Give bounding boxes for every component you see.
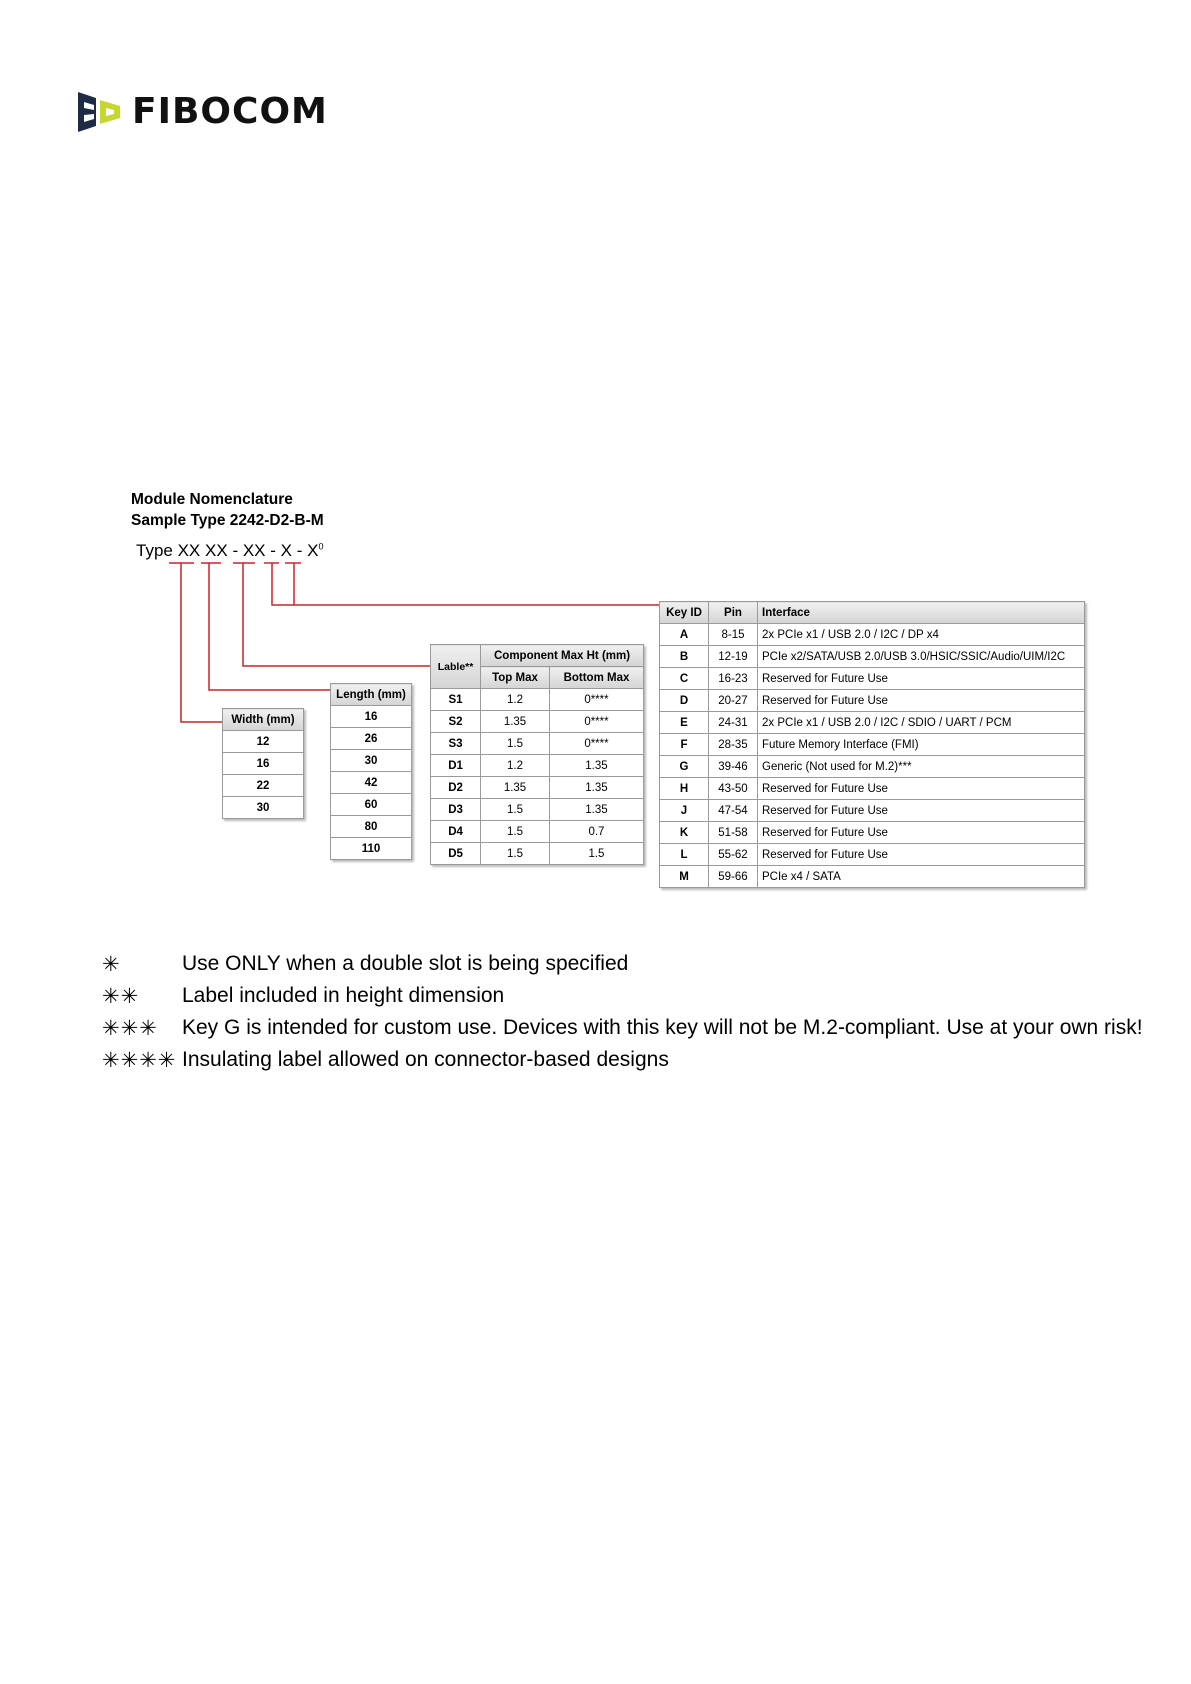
length-value: 30 — [331, 750, 412, 772]
length-header: Length (mm) — [331, 684, 412, 706]
type-separator: - — [270, 541, 276, 560]
key-id: E — [660, 712, 709, 734]
top-max-value: 1.5 — [481, 843, 550, 865]
table-row — [431, 733, 644, 755]
table-row — [431, 689, 644, 711]
key-id: K — [660, 822, 709, 844]
interface-desc: 2x PCIe x1 / USB 2.0 / I2C / SDIO / UART / PCM — [758, 712, 1085, 734]
width-value: 22 — [223, 775, 304, 797]
top-max-value: 1.35 — [481, 777, 550, 799]
length-value: 110 — [331, 838, 412, 860]
key-id: H — [660, 778, 709, 800]
table-row — [660, 624, 1085, 646]
footnote-marker: ✳ — [102, 952, 121, 976]
type-part-label: XX — [242, 541, 266, 560]
label-code: D1 — [431, 755, 481, 777]
label-code: D3 — [431, 799, 481, 821]
key-id-header: Key ID — [660, 602, 709, 624]
table-row — [660, 800, 1085, 822]
figure-heading: Module Nomenclature — [131, 491, 293, 508]
pin-range: 47-54 — [709, 800, 758, 822]
bottom-max-value: 0**** — [549, 733, 643, 755]
table-row — [660, 822, 1085, 844]
interface-desc: Generic (Not used for M.2)*** — [758, 756, 1085, 778]
footnote-text: Use ONLY when a double slot is being specified — [182, 952, 629, 975]
pin-range: 39-46 — [709, 756, 758, 778]
top-max-value: 1.2 — [481, 689, 550, 711]
key-id: A — [660, 624, 709, 646]
label-code: S2 — [431, 711, 481, 733]
key-id: D — [660, 690, 709, 712]
footnote-marker: ✳✳ — [102, 984, 140, 1008]
type-part-key2: $X^0$ — [307, 541, 324, 560]
type-prefix: Type — [136, 541, 173, 560]
length-table — [330, 683, 412, 860]
top-max-header: Top Max — [481, 667, 550, 689]
component-height-table — [430, 644, 644, 865]
table-row — [431, 799, 644, 821]
length-value: 60 — [331, 794, 412, 816]
length-value: 80 — [331, 816, 412, 838]
interface-desc: Reserved for Future Use — [758, 822, 1085, 844]
table-row — [660, 756, 1085, 778]
footnote — [102, 948, 1143, 980]
length-value: 26 — [331, 728, 412, 750]
top-max-value: 1.2 — [481, 755, 550, 777]
bottom-max-value: 1.35 — [549, 777, 643, 799]
table-row — [431, 755, 644, 777]
label-header: Lable** — [431, 645, 481, 689]
top-max-value: 1.5 — [481, 799, 550, 821]
table-row — [660, 866, 1085, 888]
interface-desc: Reserved for Future Use — [758, 690, 1085, 712]
interface-desc: Reserved for Future Use — [758, 778, 1085, 800]
footnote-text: Label included in height dimension — [182, 984, 505, 1007]
interface-desc: Reserved for Future Use — [758, 844, 1085, 866]
interface-desc: PCIe x4 / SATA — [758, 866, 1085, 888]
key-id: M — [660, 866, 709, 888]
footnote-text: Insulating label allowed on connector-based designs — [182, 1048, 669, 1071]
footnote — [102, 1044, 1143, 1076]
bottom-max-value: 1.35 — [549, 799, 643, 821]
table-row — [431, 821, 644, 843]
width-value: 12 — [223, 731, 304, 753]
pin-header: Pin — [709, 602, 758, 624]
pin-range: 16-23 — [709, 668, 758, 690]
type-part-width: XX — [177, 541, 201, 560]
figure-subheading: Sample Type 2242-D2-B-M — [131, 512, 324, 529]
footnote — [102, 980, 1143, 1012]
footnote — [102, 1012, 1143, 1044]
bottom-max-value: 0**** — [549, 689, 643, 711]
table-row — [660, 734, 1085, 756]
type-separator: - — [296, 541, 303, 560]
interface-desc: Reserved for Future Use — [758, 800, 1085, 822]
pin-range: 24-31 — [709, 712, 758, 734]
footnotes — [102, 948, 1143, 1076]
table-row — [660, 712, 1085, 734]
table-row — [431, 777, 644, 799]
top-max-value: 1.5 — [481, 733, 550, 755]
pin-range: 59-66 — [709, 866, 758, 888]
label-code: D4 — [431, 821, 481, 843]
length-value: 42 — [331, 772, 412, 794]
table-row — [660, 646, 1085, 668]
key-id: G — [660, 756, 709, 778]
component-height-header: Component Max Ht (mm) — [481, 645, 644, 667]
pin-range: 8-15 — [709, 624, 758, 646]
type-superscript: 0 — [318, 541, 324, 552]
width-value: 30 — [223, 797, 304, 819]
type-separator: - — [232, 541, 239, 560]
table-row — [431, 843, 644, 865]
top-max-value: 1.5 — [481, 821, 550, 843]
bottom-max-value: 0**** — [549, 711, 643, 733]
pin-range: 28-35 — [709, 734, 758, 756]
bottom-max-value: 0.7 — [549, 821, 643, 843]
width-header: Width (mm) — [223, 709, 304, 731]
interface-header: Interface — [758, 602, 1085, 624]
type-part-key1: X — [280, 541, 293, 560]
bottom-max-header: Bottom Max — [549, 667, 643, 689]
pin-range: 55-62 — [709, 844, 758, 866]
label-code: D2 — [431, 777, 481, 799]
key-table — [659, 601, 1085, 888]
key-id: F — [660, 734, 709, 756]
label-code: S1 — [431, 689, 481, 711]
width-table — [222, 708, 304, 819]
table-row — [660, 690, 1085, 712]
top-max-value: 1.35 — [481, 711, 550, 733]
footnote-text: Key G is intended for custom use. Devices with this key will not be M.2-compliant. Use at your own risk! — [182, 1016, 1143, 1039]
key-id: C — [660, 668, 709, 690]
bottom-max-value: 1.35 — [549, 755, 643, 777]
interface-desc: 2x PCIe x1 / USB 2.0 / I2C / DP x4 — [758, 624, 1085, 646]
label-code: S3 — [431, 733, 481, 755]
key-id: B — [660, 646, 709, 668]
pin-range: 43-50 — [709, 778, 758, 800]
width-value: 16 — [223, 753, 304, 775]
interface-desc: PCIe x2/SATA/USB 2.0/USB 3.0/HSIC/SSIC/Audio/UIM/I2C — [758, 646, 1085, 668]
footnote-marker: ✳✳✳✳ — [102, 1048, 177, 1072]
logo-text: FIBOCOM — [132, 91, 328, 132]
label-code: D5 — [431, 843, 481, 865]
type-part-length: XX — [205, 541, 228, 560]
pin-range: 12-19 — [709, 646, 758, 668]
table-row — [660, 668, 1085, 690]
table-row — [660, 778, 1085, 800]
key-id: J — [660, 800, 709, 822]
pin-range: 51-58 — [709, 822, 758, 844]
interface-desc: Reserved for Future Use — [758, 668, 1085, 690]
footnote-marker: ✳✳✳ — [102, 1016, 158, 1040]
table-row — [431, 711, 644, 733]
table-row — [660, 844, 1085, 866]
pin-range: 20-27 — [709, 690, 758, 712]
length-value: 16 — [331, 706, 412, 728]
interface-desc: Future Memory Interface (FMI) — [758, 734, 1085, 756]
key-id: L — [660, 844, 709, 866]
bottom-max-value: 1.5 — [549, 843, 643, 865]
